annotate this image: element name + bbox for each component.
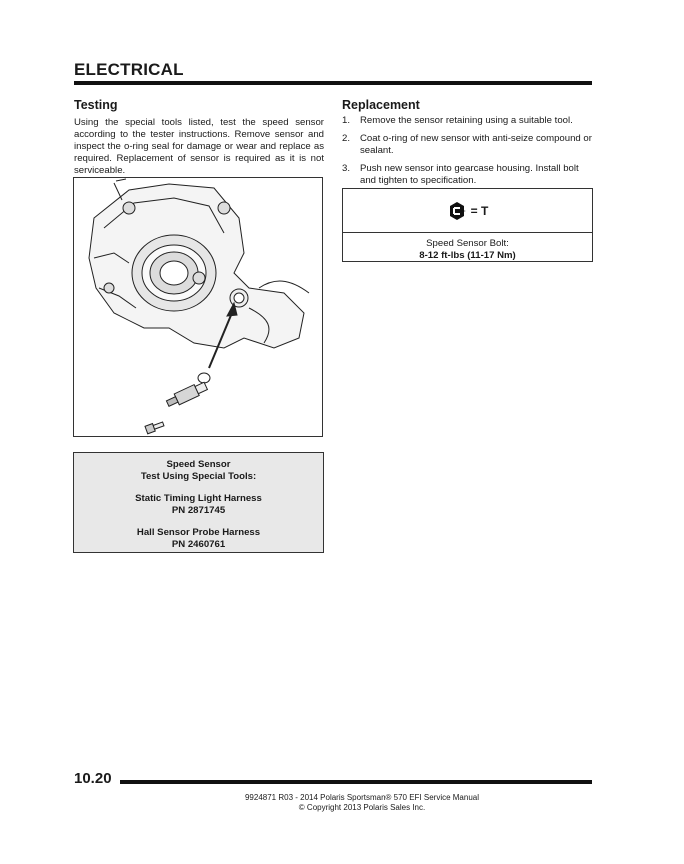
step-item [342, 133, 594, 157]
tools-box-line1: Speed Sensor [166, 459, 231, 470]
tool1-pn: PN 2871745 [171, 504, 226, 516]
tool2-name: Hall Sensor Probe Harness [136, 527, 261, 538]
replacement-heading: Replacement [342, 98, 420, 112]
tool1-name: Static Timing Light Harness [135, 493, 262, 504]
footer-rule [120, 780, 592, 784]
testing-heading: Testing [74, 98, 118, 112]
section-title: ELECTRICAL [74, 60, 184, 79]
torque-label: Speed Sensor Bolt: [426, 238, 509, 249]
torque-symbol-row [343, 189, 592, 233]
torque-wrench-icon [447, 201, 467, 221]
step-text: Push new sensor into gearcase housing. Install bolt and tighten to specification. [360, 163, 579, 186]
step-item [342, 115, 594, 127]
torque-spec-box [342, 188, 593, 262]
tool2-pn: PN 2460761 [171, 538, 226, 550]
step-number: 1. [342, 115, 351, 126]
step-item [342, 163, 594, 187]
special-tools-box [73, 452, 324, 553]
footer-text [200, 793, 524, 813]
step-number: 2. [342, 133, 351, 144]
torque-value: 8-12 ft-lbs (11-17 Nm) [419, 249, 516, 261]
replacement-steps [342, 115, 594, 193]
step-text: Coat o-ring of new sensor with anti-seize compound or sealant. [360, 133, 592, 156]
footer-line2: © Copyright 2013 Polaris Sales Inc. [298, 803, 426, 812]
step-text: Remove the sensor retaining using a suitable tool. [360, 115, 573, 126]
torque-symbol: = T [470, 203, 489, 218]
page-number: 10.20 [74, 770, 112, 787]
testing-paragraph: Using the special tools listed, test the speed sensor according to the tester instructions. Remove sensor and inspect the o-ring seal for damage or wear and replace as required. Replacement of sensor is required as it is not serviceable. [74, 117, 324, 176]
footer-line1: 9924871 R03 - 2014 Polaris Sportsman® 570 EFI Service Manual [244, 793, 480, 802]
speed-sensor-illustration [73, 177, 323, 437]
header-rule [74, 81, 592, 85]
tools-box-line2: Test Using Special Tools: [140, 470, 257, 482]
step-number: 3. [342, 163, 351, 174]
